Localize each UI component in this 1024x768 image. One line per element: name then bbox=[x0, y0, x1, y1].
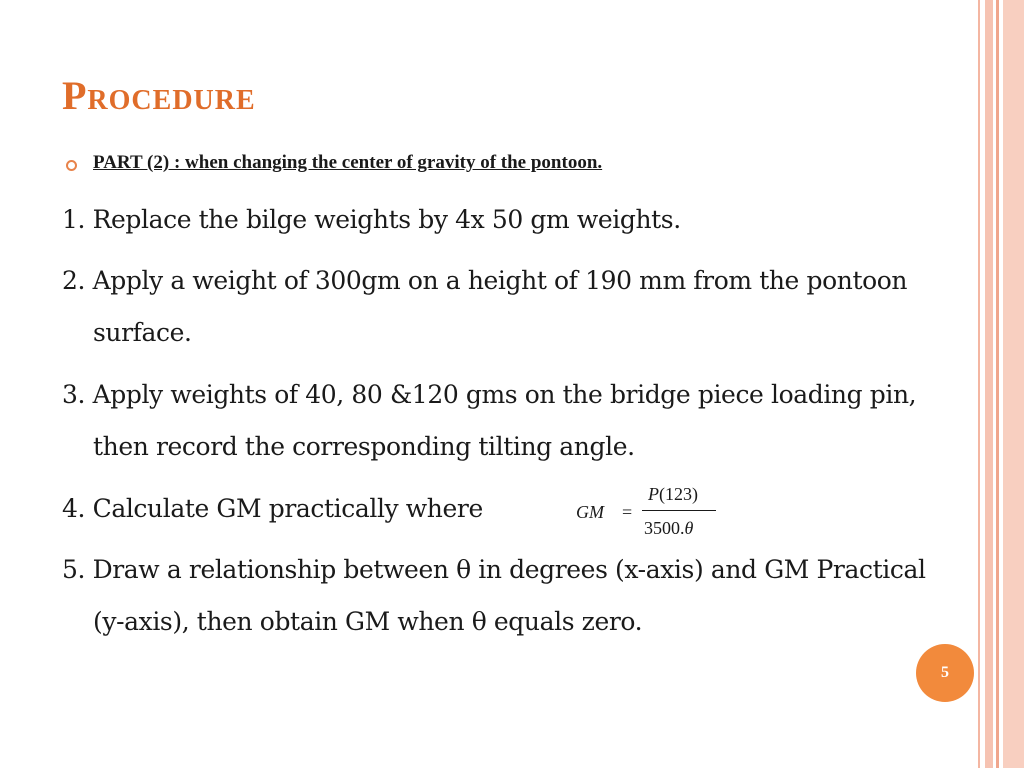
formula-lhs: GM bbox=[576, 502, 604, 522]
decor-stripe bbox=[985, 0, 993, 768]
slide-title: Procedure bbox=[62, 73, 256, 118]
part-heading: PART (2) : when changing the center of gravity of the pontoon. bbox=[93, 152, 603, 173]
step-5: 5. Draw a relationship between θ in degrees (x-axis) and GM Practical (y-axis), then obtain GM when θ equals zero. bbox=[62, 555, 926, 636]
bullet-circle-icon bbox=[66, 160, 77, 171]
step-1: 1. Replace the bilge weights by 4x 50 gm weights. bbox=[62, 205, 681, 234]
formula-numerator bbox=[648, 484, 698, 505]
step-3: 3. Apply weights of 40, 80 &120 gms on the bridge piece loading pin, then record the corresponding tilting angle. bbox=[62, 380, 917, 461]
formula-numerator-var: P bbox=[648, 484, 659, 504]
page-number-badge: 5 bbox=[916, 644, 974, 702]
step-2: 2. Apply a weight of 300gm on a height of 190 mm from the pontoon surface. bbox=[62, 266, 908, 347]
formula-denominator bbox=[644, 518, 693, 539]
decor-stripe bbox=[978, 0, 980, 768]
formula-denominator-num: 3500. bbox=[644, 518, 685, 538]
fraction-bar bbox=[642, 510, 716, 511]
step-4: 4. Calculate GM practically where bbox=[62, 494, 483, 523]
formula-numerator-rest: (123) bbox=[659, 484, 698, 504]
formula-equals: = bbox=[622, 502, 633, 522]
formula-denominator-var: θ bbox=[684, 518, 694, 538]
decor-stripe bbox=[996, 0, 999, 768]
decor-stripe bbox=[1003, 0, 1024, 768]
